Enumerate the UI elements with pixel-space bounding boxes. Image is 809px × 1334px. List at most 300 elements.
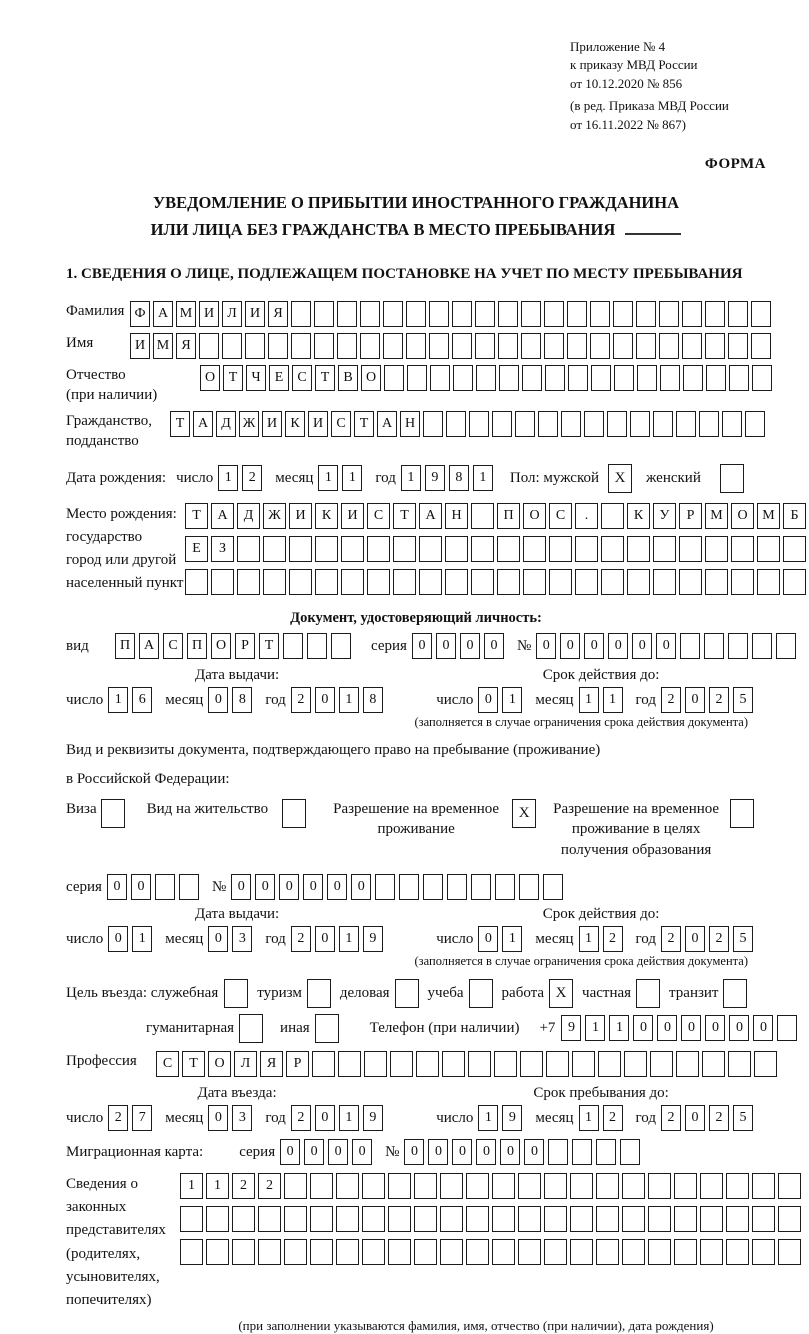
form-cell[interactable]: 7	[132, 1105, 152, 1131]
form-cell[interactable]	[471, 569, 494, 595]
sex-female-checkbox[interactable]	[720, 464, 744, 493]
purpose-work-checkbox[interactable]: X	[549, 979, 573, 1008]
residence-permit-checkbox[interactable]	[282, 799, 306, 828]
form-cell[interactable]	[570, 1239, 593, 1265]
form-cell[interactable]	[245, 333, 265, 359]
form-cell[interactable]: 8	[449, 465, 469, 491]
form-cell[interactable]: О	[211, 633, 231, 659]
form-cell[interactable]: Б	[783, 503, 806, 529]
form-cell[interactable]	[407, 365, 427, 391]
form-cell[interactable]: Т	[354, 411, 374, 437]
form-cell[interactable]	[543, 874, 563, 900]
form-cell[interactable]: Т	[185, 503, 208, 529]
form-cell[interactable]: И	[245, 301, 265, 327]
form-cell[interactable]	[406, 333, 426, 359]
form-cell[interactable]: 0	[279, 874, 299, 900]
form-cell[interactable]	[232, 1206, 255, 1232]
form-cell[interactable]: 2	[709, 1105, 729, 1131]
form-cell[interactable]	[570, 1206, 593, 1232]
form-cell[interactable]: 1	[206, 1173, 229, 1199]
form-cell[interactable]	[544, 333, 564, 359]
form-cell[interactable]: 0	[685, 687, 705, 713]
form-cell[interactable]: К	[315, 503, 338, 529]
form-cell[interactable]	[731, 569, 754, 595]
form-cell[interactable]	[429, 333, 449, 359]
form-cell[interactable]: 2	[291, 1105, 311, 1131]
form-cell[interactable]	[705, 333, 725, 359]
form-cell[interactable]	[471, 874, 491, 900]
form-cell[interactable]	[429, 301, 449, 327]
form-cell[interactable]	[561, 411, 581, 437]
form-cell[interactable]	[453, 365, 473, 391]
form-cell[interactable]	[314, 301, 334, 327]
form-cell[interactable]	[676, 1051, 699, 1077]
form-cell[interactable]: 0	[656, 633, 676, 659]
form-cell[interactable]: 0	[404, 1139, 424, 1165]
form-cell[interactable]	[653, 536, 676, 562]
form-cell[interactable]: К	[627, 503, 650, 529]
form-cell[interactable]	[414, 1239, 437, 1265]
form-cell[interactable]	[337, 301, 357, 327]
visa-checkbox[interactable]	[101, 799, 125, 828]
form-cell[interactable]	[258, 1239, 281, 1265]
form-cell[interactable]: 0	[524, 1139, 544, 1165]
form-cell[interactable]	[341, 536, 364, 562]
form-cell[interactable]: Е	[185, 536, 208, 562]
form-cell[interactable]: Ф	[130, 301, 150, 327]
form-cell[interactable]	[682, 301, 702, 327]
form-cell[interactable]	[179, 874, 199, 900]
form-cell[interactable]: 1	[609, 1015, 629, 1041]
form-cell[interactable]	[544, 301, 564, 327]
form-cell[interactable]	[752, 1206, 775, 1232]
form-cell[interactable]	[476, 365, 496, 391]
form-cell[interactable]	[637, 365, 657, 391]
form-cell[interactable]: М	[705, 503, 728, 529]
form-cell[interactable]: 2	[709, 926, 729, 952]
form-cell[interactable]	[726, 1173, 749, 1199]
form-cell[interactable]	[440, 1173, 463, 1199]
form-cell[interactable]	[778, 1239, 801, 1265]
form-cell[interactable]: 0	[685, 1105, 705, 1131]
form-cell[interactable]: Н	[400, 411, 420, 437]
form-cell[interactable]	[702, 1051, 725, 1077]
form-cell[interactable]: К	[285, 411, 305, 437]
form-cell[interactable]	[567, 301, 587, 327]
form-cell[interactable]	[232, 1239, 255, 1265]
form-cell[interactable]	[522, 365, 542, 391]
form-cell[interactable]: 9	[363, 1105, 383, 1131]
form-cell[interactable]	[601, 503, 624, 529]
form-cell[interactable]	[336, 1173, 359, 1199]
form-cell[interactable]	[622, 1206, 645, 1232]
form-cell[interactable]	[659, 301, 679, 327]
sex-male-checkbox[interactable]: X	[608, 464, 632, 493]
form-cell[interactable]	[492, 1206, 515, 1232]
form-cell[interactable]: 0	[280, 1139, 300, 1165]
form-cell[interactable]	[360, 301, 380, 327]
form-cell[interactable]	[613, 301, 633, 327]
form-cell[interactable]	[406, 301, 426, 327]
form-cell[interactable]	[568, 365, 588, 391]
form-cell[interactable]: 3	[232, 926, 252, 952]
form-cell[interactable]	[650, 1051, 673, 1077]
form-cell[interactable]	[466, 1239, 489, 1265]
form-cell[interactable]	[523, 569, 546, 595]
form-cell[interactable]	[590, 333, 610, 359]
form-cell[interactable]	[776, 633, 796, 659]
form-cell[interactable]: 0	[484, 633, 504, 659]
form-cell[interactable]	[570, 1173, 593, 1199]
form-cell[interactable]	[442, 1051, 465, 1077]
form-cell[interactable]	[679, 569, 702, 595]
form-cell[interactable]: А	[377, 411, 397, 437]
form-cell[interactable]: 2	[291, 926, 311, 952]
purpose-transit-checkbox[interactable]	[723, 979, 747, 1008]
form-cell[interactable]	[546, 1051, 569, 1077]
form-cell[interactable]: 0	[208, 687, 228, 713]
form-cell[interactable]	[155, 874, 175, 900]
form-cell[interactable]	[211, 569, 234, 595]
form-cell[interactable]	[362, 1239, 385, 1265]
form-cell[interactable]: 9	[502, 1105, 522, 1131]
form-cell[interactable]	[388, 1173, 411, 1199]
form-cell[interactable]: С	[156, 1051, 179, 1077]
form-cell[interactable]	[383, 333, 403, 359]
form-cell[interactable]: С	[163, 633, 183, 659]
form-cell[interactable]	[492, 411, 512, 437]
form-cell[interactable]: И	[199, 301, 219, 327]
form-cell[interactable]	[289, 536, 312, 562]
form-cell[interactable]	[416, 1051, 439, 1077]
form-cell[interactable]	[445, 569, 468, 595]
form-cell[interactable]	[757, 569, 780, 595]
form-cell[interactable]: Д	[237, 503, 260, 529]
purpose-humanitarian-checkbox[interactable]	[239, 1014, 263, 1043]
form-cell[interactable]	[700, 1239, 723, 1265]
form-cell[interactable]: 1	[603, 687, 623, 713]
form-cell[interactable]	[622, 1173, 645, 1199]
form-cell[interactable]: Е	[269, 365, 289, 391]
form-cell[interactable]	[388, 1239, 411, 1265]
form-cell[interactable]	[584, 411, 604, 437]
form-cell[interactable]	[518, 1206, 541, 1232]
form-cell[interactable]	[544, 1206, 567, 1232]
form-cell[interactable]: Т	[170, 411, 190, 437]
form-cell[interactable]	[521, 301, 541, 327]
form-cell[interactable]: С	[292, 365, 312, 391]
form-cell[interactable]: 5	[733, 926, 753, 952]
purpose-tourism-checkbox[interactable]	[307, 979, 331, 1008]
form-cell[interactable]	[659, 333, 679, 359]
form-cell[interactable]	[752, 1173, 775, 1199]
form-cell[interactable]	[590, 301, 610, 327]
form-cell[interactable]: 0	[608, 633, 628, 659]
form-cell[interactable]	[674, 1206, 697, 1232]
form-cell[interactable]: 0	[729, 1015, 749, 1041]
form-cell[interactable]: А	[153, 301, 173, 327]
form-cell[interactable]: 1	[401, 465, 421, 491]
form-cell[interactable]	[680, 633, 700, 659]
form-cell[interactable]	[284, 1239, 307, 1265]
form-cell[interactable]: И	[262, 411, 282, 437]
form-cell[interactable]	[258, 1206, 281, 1232]
form-cell[interactable]	[567, 333, 587, 359]
form-cell[interactable]: О	[731, 503, 754, 529]
form-cell[interactable]	[367, 569, 390, 595]
form-cell[interactable]	[622, 1239, 645, 1265]
form-cell[interactable]: Р	[679, 503, 702, 529]
temp-residence-education-checkbox[interactable]	[730, 799, 754, 828]
form-cell[interactable]	[185, 569, 208, 595]
form-cell[interactable]	[653, 411, 673, 437]
form-cell[interactable]: 0	[632, 633, 652, 659]
form-cell[interactable]	[520, 1051, 543, 1077]
form-cell[interactable]	[575, 536, 598, 562]
form-cell[interactable]	[728, 1051, 751, 1077]
form-cell[interactable]	[367, 536, 390, 562]
form-cell[interactable]: 1	[342, 465, 362, 491]
purpose-study-checkbox[interactable]	[469, 979, 493, 1008]
form-cell[interactable]: О	[523, 503, 546, 529]
form-cell[interactable]	[545, 365, 565, 391]
form-cell[interactable]	[237, 536, 260, 562]
form-cell[interactable]	[180, 1206, 203, 1232]
form-cell[interactable]: Я	[268, 301, 288, 327]
purpose-other-checkbox[interactable]	[315, 1014, 339, 1043]
form-cell[interactable]	[518, 1239, 541, 1265]
form-cell[interactable]: 1	[579, 1105, 599, 1131]
form-cell[interactable]: 9	[363, 926, 383, 952]
form-cell[interactable]: О	[361, 365, 381, 391]
form-cell[interactable]	[751, 333, 771, 359]
form-cell[interactable]	[336, 1239, 359, 1265]
form-cell[interactable]	[498, 301, 518, 327]
form-cell[interactable]	[180, 1239, 203, 1265]
form-cell[interactable]: Р	[286, 1051, 309, 1077]
form-cell[interactable]	[447, 874, 467, 900]
form-cell[interactable]	[614, 365, 634, 391]
form-cell[interactable]	[499, 365, 519, 391]
form-cell[interactable]	[544, 1173, 567, 1199]
form-cell[interactable]: 0	[231, 874, 251, 900]
form-cell[interactable]: 1	[502, 687, 522, 713]
form-cell[interactable]: 2	[108, 1105, 128, 1131]
form-cell[interactable]	[263, 569, 286, 595]
form-cell[interactable]	[423, 874, 443, 900]
form-cell[interactable]: 2	[603, 926, 623, 952]
form-cell[interactable]	[627, 569, 650, 595]
form-cell[interactable]	[636, 333, 656, 359]
form-cell[interactable]	[549, 536, 572, 562]
form-cell[interactable]: 2	[258, 1173, 281, 1199]
form-cell[interactable]	[468, 1051, 491, 1077]
form-cell[interactable]: 0	[208, 926, 228, 952]
form-cell[interactable]	[414, 1206, 437, 1232]
form-cell[interactable]	[731, 536, 754, 562]
form-cell[interactable]	[393, 569, 416, 595]
form-cell[interactable]	[648, 1206, 671, 1232]
purpose-official-checkbox[interactable]	[224, 979, 248, 1008]
form-cell[interactable]: С	[549, 503, 572, 529]
form-cell[interactable]	[752, 1239, 775, 1265]
form-cell[interactable]: В	[338, 365, 358, 391]
form-cell[interactable]: Т	[315, 365, 335, 391]
form-cell[interactable]	[362, 1206, 385, 1232]
form-cell[interactable]	[492, 1239, 515, 1265]
form-cell[interactable]: С	[331, 411, 351, 437]
form-cell[interactable]: 0	[255, 874, 275, 900]
form-cell[interactable]	[722, 411, 742, 437]
form-cell[interactable]: 9	[561, 1015, 581, 1041]
form-cell[interactable]: А	[211, 503, 234, 529]
form-cell[interactable]	[706, 365, 726, 391]
form-cell[interactable]	[783, 536, 806, 562]
form-cell[interactable]: 2	[661, 687, 681, 713]
form-cell[interactable]	[471, 503, 494, 529]
form-cell[interactable]: М	[153, 333, 173, 359]
form-cell[interactable]	[492, 1173, 515, 1199]
form-cell[interactable]	[336, 1206, 359, 1232]
form-cell[interactable]: 0	[584, 633, 604, 659]
form-cell[interactable]: 1	[473, 465, 493, 491]
form-cell[interactable]	[515, 411, 535, 437]
form-cell[interactable]	[751, 301, 771, 327]
form-cell[interactable]	[375, 874, 395, 900]
form-cell[interactable]: 8	[363, 687, 383, 713]
form-cell[interactable]	[538, 411, 558, 437]
form-cell[interactable]: 1	[502, 926, 522, 952]
purpose-business-checkbox[interactable]	[395, 979, 419, 1008]
form-cell[interactable]	[783, 569, 806, 595]
form-cell[interactable]	[440, 1206, 463, 1232]
form-cell[interactable]	[683, 365, 703, 391]
form-cell[interactable]: 0	[428, 1139, 448, 1165]
form-cell[interactable]	[440, 1239, 463, 1265]
form-cell[interactable]	[199, 333, 219, 359]
form-cell[interactable]: 0	[560, 633, 580, 659]
form-cell[interactable]: .	[575, 503, 598, 529]
form-cell[interactable]	[310, 1173, 333, 1199]
form-cell[interactable]: И	[289, 503, 312, 529]
form-cell[interactable]: 1	[132, 926, 152, 952]
form-cell[interactable]: 0	[452, 1139, 472, 1165]
form-cell[interactable]	[613, 333, 633, 359]
form-cell[interactable]: 0	[681, 1015, 701, 1041]
form-cell[interactable]	[307, 633, 327, 659]
form-cell[interactable]	[699, 411, 719, 437]
form-cell[interactable]: Я	[260, 1051, 283, 1077]
form-cell[interactable]	[518, 1173, 541, 1199]
form-cell[interactable]: Р	[235, 633, 255, 659]
form-cell[interactable]: 0	[753, 1015, 773, 1041]
form-cell[interactable]: 1	[585, 1015, 605, 1041]
form-cell[interactable]	[572, 1051, 595, 1077]
form-cell[interactable]: 0	[436, 633, 456, 659]
form-cell[interactable]: 2	[603, 1105, 623, 1131]
temp-residence-checkbox[interactable]: X	[512, 799, 536, 828]
form-cell[interactable]	[728, 633, 748, 659]
form-cell[interactable]: 3	[232, 1105, 252, 1131]
form-cell[interactable]: 0	[208, 1105, 228, 1131]
form-cell[interactable]	[291, 301, 311, 327]
form-cell[interactable]	[705, 536, 728, 562]
form-cell[interactable]: Т	[223, 365, 243, 391]
form-cell[interactable]: 0	[412, 633, 432, 659]
form-cell[interactable]	[452, 333, 472, 359]
form-cell[interactable]: Ж	[239, 411, 259, 437]
form-cell[interactable]	[341, 569, 364, 595]
form-cell[interactable]: И	[341, 503, 364, 529]
form-cell[interactable]	[636, 301, 656, 327]
form-cell[interactable]	[466, 1173, 489, 1199]
form-cell[interactable]	[653, 569, 676, 595]
form-cell[interactable]	[607, 411, 627, 437]
form-cell[interactable]: И	[308, 411, 328, 437]
form-cell[interactable]	[778, 1173, 801, 1199]
form-cell[interactable]: 2	[661, 926, 681, 952]
form-cell[interactable]: О	[200, 365, 220, 391]
form-cell[interactable]: 1	[218, 465, 238, 491]
form-cell[interactable]	[601, 569, 624, 595]
form-cell[interactable]	[601, 536, 624, 562]
form-cell[interactable]: 0	[705, 1015, 725, 1041]
form-cell[interactable]	[575, 569, 598, 595]
form-cell[interactable]	[384, 365, 404, 391]
form-cell[interactable]	[237, 569, 260, 595]
form-cell[interactable]	[596, 1173, 619, 1199]
form-cell[interactable]: О	[208, 1051, 231, 1077]
form-cell[interactable]	[315, 569, 338, 595]
form-cell[interactable]: 0	[315, 1105, 335, 1131]
form-cell[interactable]	[263, 536, 286, 562]
form-cell[interactable]: А	[193, 411, 213, 437]
form-cell[interactable]: 0	[352, 1139, 372, 1165]
form-cell[interactable]	[549, 569, 572, 595]
form-cell[interactable]: П	[115, 633, 135, 659]
form-cell[interactable]	[679, 536, 702, 562]
form-cell[interactable]	[390, 1051, 413, 1077]
form-cell[interactable]: 8	[232, 687, 252, 713]
form-cell[interactable]	[399, 874, 419, 900]
form-cell[interactable]	[548, 1139, 568, 1165]
form-cell[interactable]: З	[211, 536, 234, 562]
form-cell[interactable]	[676, 411, 696, 437]
form-cell[interactable]	[596, 1206, 619, 1232]
form-cell[interactable]	[452, 301, 472, 327]
form-cell[interactable]	[777, 1015, 797, 1041]
form-cell[interactable]	[283, 633, 303, 659]
form-cell[interactable]: 0	[303, 874, 323, 900]
form-cell[interactable]: И	[130, 333, 150, 359]
form-cell[interactable]	[310, 1239, 333, 1265]
form-cell[interactable]	[383, 301, 403, 327]
form-cell[interactable]: 1	[478, 1105, 498, 1131]
form-cell[interactable]	[596, 1239, 619, 1265]
form-cell[interactable]: 0	[478, 687, 498, 713]
form-cell[interactable]	[284, 1206, 307, 1232]
form-cell[interactable]	[757, 536, 780, 562]
form-cell[interactable]	[291, 333, 311, 359]
form-cell[interactable]	[338, 1051, 361, 1077]
form-cell[interactable]	[544, 1239, 567, 1265]
form-cell[interactable]	[521, 333, 541, 359]
form-cell[interactable]	[728, 301, 748, 327]
form-cell[interactable]: 1	[108, 687, 128, 713]
form-cell[interactable]	[494, 1051, 517, 1077]
form-cell[interactable]: Т	[259, 633, 279, 659]
form-cell[interactable]	[360, 333, 380, 359]
